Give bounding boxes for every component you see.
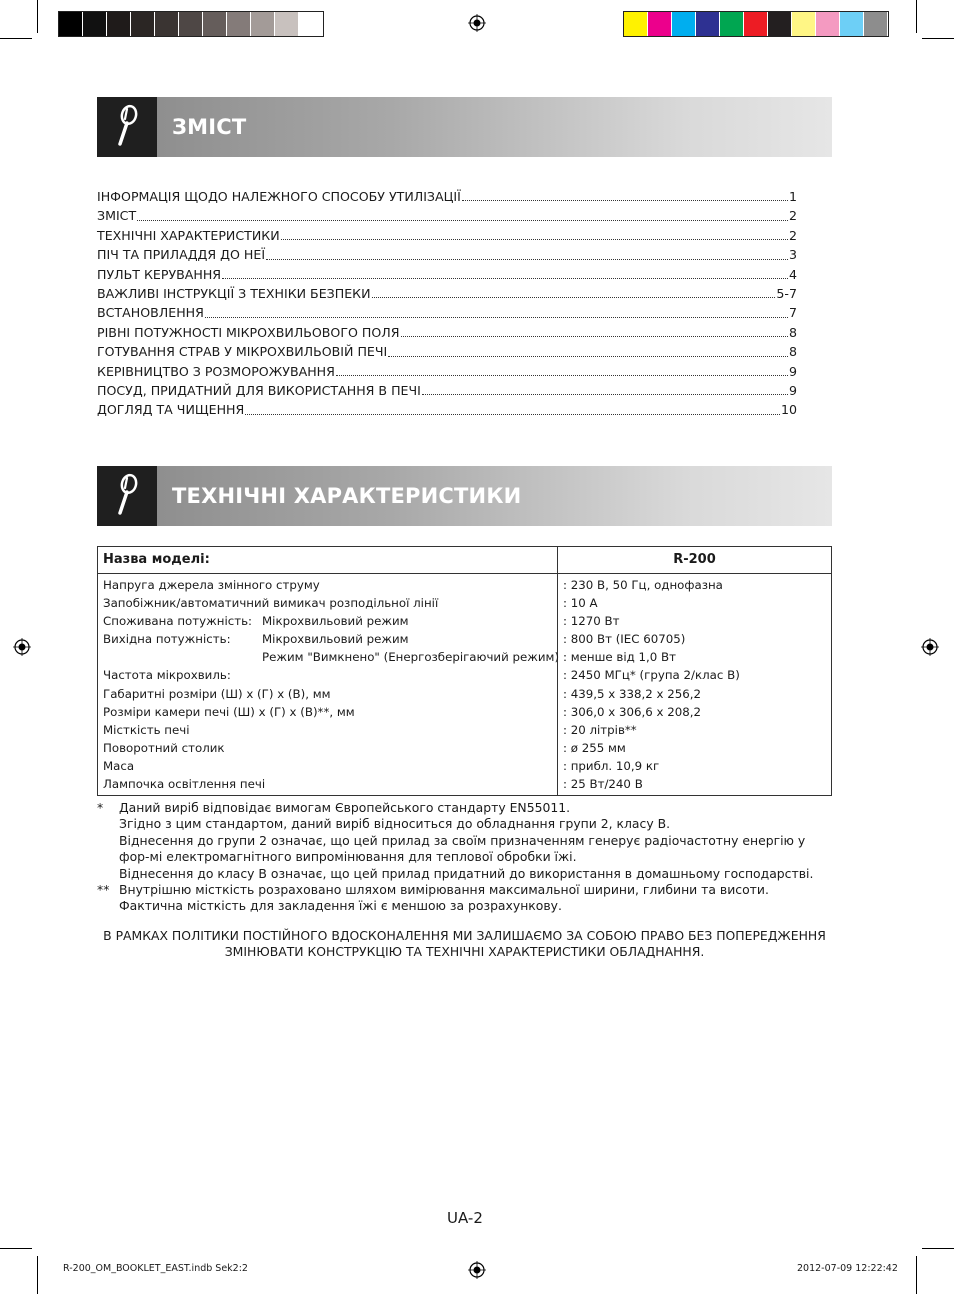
color-swatch: [768, 12, 792, 36]
spec-label: Напруга джерела змінного струму: [103, 578, 320, 592]
spec-row: [98, 739, 831, 757]
model-name-value: R-200: [673, 552, 716, 567]
footnote-line: Внутрішню місткість розраховано шляхом вимірювання максимальної ширини, глибини та висоти. Фактична місткість для закладення їжі є меншою за розрахункову.: [119, 882, 769, 914]
spec-value: : 306,0 x 306,6 x 208,2: [563, 704, 702, 719]
spec-value: : ø 255 мм: [563, 740, 626, 755]
section-header-contents: [97, 97, 832, 157]
toc-leader-dots: [205, 316, 788, 318]
spec-label: Поворотний столик: [103, 740, 225, 755]
toc-entry: [97, 381, 797, 400]
color-swatch: [864, 12, 888, 36]
toc-entry-page: 4: [788, 266, 797, 282]
spec-row: [98, 703, 831, 721]
toc-leader-dots: [281, 238, 788, 240]
spec-value: : 25 Вт/240 В: [563, 777, 643, 792]
footnote-line: Даний виріб відповідає вимогам Європейського стандарту EN55011.: [119, 800, 571, 815]
toc-entry-page: 7: [788, 305, 797, 321]
info-icon: [97, 466, 157, 526]
spec-row: [98, 630, 831, 648]
toc-entry-page: 1: [788, 188, 797, 204]
spec-row: [98, 685, 831, 703]
policy-line: В РАМКАХ ПОЛІТИКИ ПОСТІЙНОГО ВДОСКОНАЛЕННЯ МИ ЗАЛИШАЄМО ЗА СОБОЮ ПРАВО БЕЗ ПОПЕРЕДЖЕННЯ: [103, 928, 826, 943]
gray-swatch: [59, 12, 83, 36]
gray-swatch: [155, 12, 179, 36]
color-swatch: [696, 12, 720, 36]
toc-entry-page: 2: [788, 208, 797, 224]
gray-swatch: [203, 12, 227, 36]
spec-sublabel: Режим "Вимкнено" (Енергозберігаючий режим): [262, 650, 560, 665]
toc-entry-title: ВАЖЛИВІ ІНСТРУКЦІЇ З ТЕХНІКИ БЕЗПЕКИ: [97, 285, 371, 301]
toc-entry-title: ІНФОРМАЦІЯ ЩОДО НАЛЕЖНОГО СПОСОБУ УТИЛІЗАЦІЇ: [97, 188, 461, 204]
gray-swatch: [227, 12, 251, 36]
grayscale-color-bar: [58, 11, 324, 37]
footnote-line: Віднесення до групи 2 означає, що цей прилад за своїм призначенням генерує радіочастотну енергію у фор-мі електромагнітного випромінювання для теплової обробки їжі.: [119, 832, 806, 865]
toc-entry-title: ГОТУВАННЯ СТРАВ У МІКРОХВИЛЬОВІЙ ПЕЧІ: [97, 344, 388, 360]
spec-row: [98, 666, 831, 684]
toc-leader-dots: [266, 258, 788, 260]
color-swatch: [720, 12, 744, 36]
footnote-marker: **: [97, 882, 110, 898]
toc-entry: [97, 226, 797, 245]
spec-row: [98, 757, 831, 775]
policy-line: ЗМІНЮВАТИ КОНСТРУКЦІЮ ТА ТЕХНІЧНІ ХАРАКТЕРИСТИКИ ОБЛАДНАННЯ.: [224, 944, 705, 960]
spec-label: Споживана потужність:: [103, 614, 253, 629]
toc-entry-page: 5-7: [776, 285, 797, 301]
registration-mark-icon: [468, 14, 486, 32]
spec-label: Лампочка освітлення печі: [103, 777, 266, 792]
footnotes: [97, 800, 832, 915]
spec-value: : менше від 1,0 Вт: [563, 650, 677, 665]
gray-swatch: [275, 12, 299, 36]
spec-row: [98, 594, 831, 612]
toc-entry-title: ПОСУД, ПРИДАТНИЙ ДЛЯ ВИКОРИСТАННЯ В ПЕЧІ: [97, 382, 421, 398]
toc-leader-dots: [137, 219, 788, 221]
color-swatch: [816, 12, 840, 36]
toc-entry-page: 9: [788, 382, 797, 398]
spec-value: : прибл. 10,9 кг: [563, 758, 660, 773]
toc-entry: [97, 342, 797, 361]
spec-value: : 1270 Вт: [563, 614, 620, 629]
color-swatch: [672, 12, 696, 36]
spec-row: [98, 775, 831, 793]
toc-entry-title: КЕРІВНИЦТВО З РОЗМОРОЖУВАННЯ: [97, 363, 335, 379]
section-title: ЗМІСТ: [172, 115, 247, 139]
footer-datetime: 2012-07-09 12:22:42: [797, 1263, 898, 1274]
spec-value: : 439,5 x 338,2 x 256,2: [563, 686, 702, 701]
footer-file-info: R-200_OM_BOOKLET_EAST.indb Sek2:2: [63, 1263, 248, 1274]
spec-value: : 20 літрів**: [563, 722, 637, 737]
toc-entry: [97, 187, 797, 206]
spec-label: Місткість печі: [103, 722, 190, 737]
toc-entry-title: ЗМІСТ: [97, 208, 137, 224]
toc-entry-page: 9: [788, 363, 797, 379]
table-of-contents: [97, 187, 797, 420]
spec-row: [98, 576, 831, 594]
registration-mark-icon: [13, 638, 31, 656]
registration-mark-icon: [468, 1261, 486, 1279]
gray-swatch: [83, 12, 107, 36]
spec-sublabel: Мікрохвильовий режим: [262, 614, 409, 629]
section-header-specifications: [97, 466, 832, 526]
crop-mark: [922, 1248, 954, 1249]
crop-mark: [37, 1256, 38, 1294]
crop-mark: [922, 38, 954, 39]
toc-entry-title: РІВНІ ПОТУЖНОСТІ МІКРОХВИЛЬОВОГО ПОЛЯ: [97, 324, 400, 340]
spec-label: Частота мікрохвиль:: [103, 668, 231, 683]
spec-value: : 230 В, 50 Гц, однофазна: [563, 578, 723, 592]
toc-entry: [97, 323, 797, 342]
toc-entry-page: 3: [788, 247, 797, 263]
toc-entry: [97, 362, 797, 381]
spec-value: : 800 Вт (IEC 60705): [563, 632, 686, 647]
section-title: ТЕХНІЧНІ ХАРАКТЕРИСТИКИ: [172, 484, 522, 508]
footnote: [97, 800, 832, 882]
spec-sublabel: Мікрохвильовий режим: [262, 632, 409, 647]
toc-entry-page: 2: [788, 227, 797, 243]
model-name-label: Назва моделі:: [103, 552, 210, 567]
toc-leader-dots: [422, 393, 788, 395]
spec-value: : 2450 МГц* (група 2/клас B): [563, 668, 740, 683]
page-number: UA-2: [447, 1209, 483, 1227]
toc-leader-dots: [245, 413, 780, 415]
gray-swatch: [131, 12, 155, 36]
gray-swatch: [179, 12, 203, 36]
specifications-table: [97, 546, 832, 796]
toc-entry: [97, 400, 797, 419]
crop-mark: [916, 1256, 917, 1294]
toc-entry-page: 8: [788, 324, 797, 340]
footnote-line: Згідно з цим стандартом, даний виріб відноситься до обладнання групи 2, класу B.: [119, 816, 671, 832]
footnote: [97, 882, 832, 915]
toc-entry-title: ВСТАНОВЛЕННЯ: [97, 305, 204, 321]
toc-leader-dots: [222, 277, 788, 279]
toc-leader-dots: [462, 199, 788, 201]
spec-row: [98, 721, 831, 739]
spec-label: Розміри камери печі (Ш) x (Г) x (В)**, мм: [103, 704, 355, 719]
toc-leader-dots: [401, 335, 788, 337]
toc-entry-page: 8: [788, 344, 797, 360]
toc-entry: [97, 303, 797, 322]
spec-label: Маса: [103, 758, 135, 773]
toc-entry-title: ПУЛЬТ КЕРУВАННЯ: [97, 266, 222, 282]
toc-leader-dots: [388, 355, 788, 357]
gray-swatch: [251, 12, 275, 36]
footnote-marker: *: [97, 800, 104, 815]
color-swatch: [744, 12, 768, 36]
toc-entry-title: ДОГЛЯД ТА ЧИЩЕННЯ: [97, 402, 245, 418]
crop-mark: [0, 38, 32, 39]
crop-mark: [37, 0, 38, 33]
color-swatch: [840, 12, 864, 36]
spec-label: Запобіжник/автоматичний вимикач розподільної лінії: [103, 596, 439, 611]
info-icon: [97, 97, 157, 157]
toc-entry: [97, 245, 797, 264]
spec-label: Вихідна потужність:: [103, 632, 231, 647]
toc-entry: [97, 284, 797, 303]
spec-label: Габаритні розміри (Ш) x (Г) x (В), мм: [103, 686, 331, 701]
toc-leader-dots: [372, 296, 776, 298]
policy-statement: [97, 928, 832, 961]
toc-entry: [97, 265, 797, 284]
crop-mark: [916, 0, 917, 33]
gray-swatch: [299, 12, 323, 36]
footnote-line: Віднесення до класу B означає, що цей прилад придатний до використання в домашньому господарстві.: [119, 865, 814, 881]
process-color-bar: [623, 11, 889, 37]
toc-entry-title: ПІЧ ТА ПРИЛАДДЯ ДО НЕЇ: [97, 247, 266, 263]
toc-entry: [97, 206, 797, 225]
color-swatch: [648, 12, 672, 36]
registration-mark-icon: [921, 638, 939, 656]
color-swatch: [792, 12, 816, 36]
toc-entry-page: 10: [780, 402, 797, 418]
spec-row: [98, 612, 831, 630]
toc-leader-dots: [336, 374, 788, 376]
toc-entry-title: ТЕХНІЧНІ ХАРАКТЕРИСТИКИ: [97, 227, 280, 243]
spec-value: : 10 А: [563, 596, 598, 611]
spec-row: [98, 648, 831, 666]
color-swatch: [624, 12, 648, 36]
gray-swatch: [107, 12, 131, 36]
crop-mark: [0, 1248, 32, 1249]
